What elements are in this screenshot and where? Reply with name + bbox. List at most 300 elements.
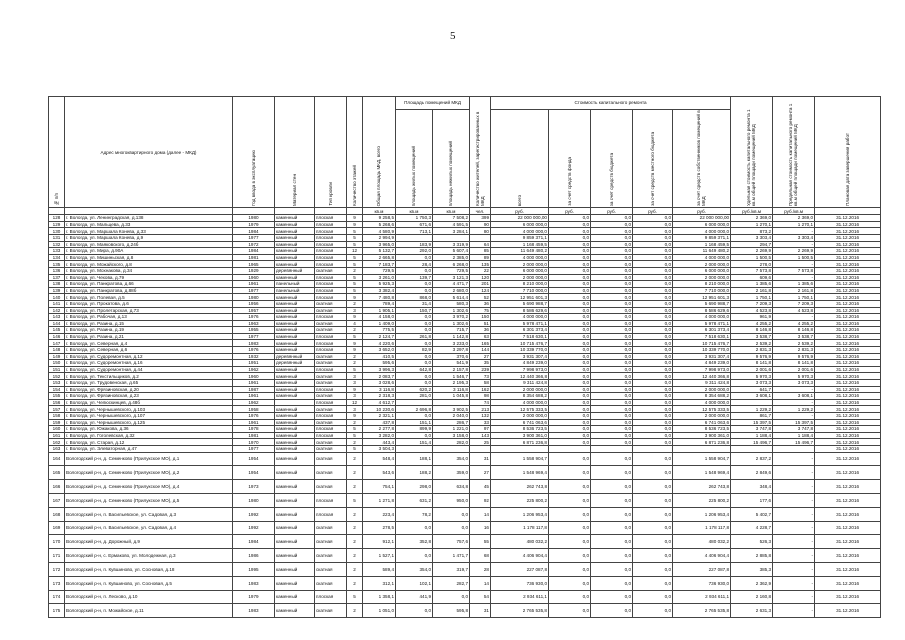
table-cell: 239 [470, 366, 491, 373]
table-cell: 2 321,1 [363, 413, 396, 420]
table-cell: каменный [275, 314, 315, 321]
table-cell: 2 083,7 [363, 373, 396, 380]
table-row [49, 300, 881, 307]
table-cell: г. Вологда, ул. Старая, д.12 [65, 439, 233, 446]
table-cell: 31.12.2016 [815, 215, 881, 222]
table-cell: 31.12.2016 [815, 314, 881, 321]
table-cell: 354,0 [433, 452, 470, 466]
table-cell: 172 [49, 562, 65, 576]
table-cell: 0,0 [396, 360, 433, 367]
table-cell: каменный [275, 248, 315, 255]
table-cell: 294,7 [731, 241, 773, 248]
table-cell: 0,0 [591, 307, 633, 314]
table-row [49, 347, 881, 354]
table-cell: 2 539,2 [731, 340, 773, 347]
table-cell: 3 608,1 [773, 393, 815, 400]
table-cell: 2 765 535,8 [673, 604, 731, 618]
table-cell: 0,0 [591, 327, 633, 334]
table-cell: 0,0 [591, 254, 633, 261]
table-cell: каменный [275, 535, 315, 549]
table-cell: 2 831,3 [731, 347, 773, 354]
table-cell: 3 116,8 [433, 386, 470, 393]
table-cell: 31.12.2016 [815, 419, 881, 426]
table-cell: 3 538,7 [773, 333, 815, 340]
table-cell: 0,0 [633, 241, 673, 248]
table-cell: 9 311 424,8 [491, 380, 549, 387]
table-cell: 0,0 [591, 294, 633, 301]
table-cell: 3 747,8 [773, 426, 815, 433]
table-cell: 0,0 [396, 604, 433, 618]
table-cell: - [773, 241, 815, 248]
table-cell: 0,0 [633, 590, 673, 604]
table-cell: 6 268,0 [433, 261, 470, 268]
table-cell: - [773, 386, 815, 393]
table-cell: 3 747,8 [731, 426, 773, 433]
table-cell: 0,0 [633, 287, 673, 294]
table-cell: каменный [275, 419, 315, 426]
table-cell: 1977 [233, 333, 275, 340]
table-cell: 7 710 000,0 [491, 287, 549, 294]
table-cell: г. Вологда, ул. Судоремонтная, д.16 [65, 360, 233, 367]
table-cell: 31.12.2016 [815, 590, 881, 604]
header-year-label: Год ввода в эксплуатацию [250, 150, 256, 206]
table-cell: 166 [49, 480, 65, 494]
table-cell: 2 269,9 [731, 248, 773, 255]
table-cell: г. Вологда, ул. Фрязиновская, д.23 [65, 393, 233, 400]
table-cell: 0,0 [549, 562, 591, 576]
table-cell: 0,0 [591, 248, 633, 255]
table-cell: 31.12.2016 [815, 406, 881, 413]
table-cell: 3 538,7 [731, 333, 773, 340]
table-cell: 169 [49, 521, 65, 535]
table-cell: 9 [347, 221, 363, 228]
table-cell: 31.12.2016 [815, 521, 881, 535]
table-cell: 28 [470, 562, 491, 576]
table-row [49, 535, 881, 549]
table-cell: 132 [470, 413, 491, 420]
table-cell: 0,0 [591, 340, 633, 347]
table-cell: каменный [275, 380, 315, 387]
table-cell [549, 445, 591, 452]
table-cell: 0,0 [591, 399, 633, 406]
table-cell: 1961 [233, 281, 275, 288]
table-cell: каменный [275, 393, 315, 400]
table-cell: 1956 [233, 300, 275, 307]
table-cell: каменный [275, 445, 315, 452]
table-cell: 0,0 [591, 386, 633, 393]
table-cell: 31.12.2016 [815, 466, 881, 480]
table-cell: 31.12.2016 [815, 366, 881, 373]
table-cell: скатная [315, 562, 347, 576]
table-cell: 31.12.2016 [815, 432, 881, 439]
table-cell: 0,0 [591, 507, 633, 521]
table-cell: 78,2 [396, 507, 433, 521]
table-cell: 7 710 000,0 [673, 287, 731, 294]
table-cell: 6 000 000,0 [673, 221, 731, 228]
table-cell: 1 270,1 [773, 221, 815, 228]
table-cell: 2 [347, 419, 363, 426]
table-cell: 9 311 424,8 [673, 380, 731, 387]
table-cell: 0,0 [591, 274, 633, 281]
table-cell: 3 965,0 [363, 241, 396, 248]
table-cell: 437,8 [363, 419, 396, 426]
table-cell: 10 715 476,7 [491, 340, 549, 347]
table-cell: 6 000 000,0 [673, 267, 731, 274]
table-cell: 0,0 [549, 432, 591, 439]
table-cell: 2 369,0 [731, 215, 773, 222]
table-cell: 0,0 [591, 590, 633, 604]
table-cell: 1 750,1 [773, 294, 815, 301]
table-cell: 1 270,1 [731, 221, 773, 228]
table-cell [470, 445, 491, 452]
table-cell [633, 445, 673, 452]
table-cell: 1977 [233, 234, 275, 241]
table-cell: - [773, 466, 815, 480]
table-cell: 2 [347, 267, 363, 274]
table-row [49, 562, 881, 576]
table-cell: каменный [275, 221, 315, 228]
table-cell: плоская [315, 432, 347, 439]
table-cell: 4 000 000,0 [673, 254, 731, 261]
table-cell: 82,9 [396, 347, 433, 354]
table-cell: 31.12.2016 [815, 307, 881, 314]
unit-cell: кв.м [363, 208, 396, 215]
table-cell: 144 [49, 320, 65, 327]
table-cell: 0,0 [633, 281, 673, 288]
table-cell: 225 800,2 [491, 493, 549, 507]
table-cell: 0,0 [549, 287, 591, 294]
table-cell: 2 [347, 507, 363, 521]
table-cell: каменный [275, 480, 315, 494]
table-cell: 1 178 117,8 [673, 521, 731, 535]
header-max-cost [773, 97, 815, 208]
table-cell: плоская [315, 294, 347, 301]
table-cell: 223,4 [363, 507, 396, 521]
table-row [49, 281, 881, 288]
table-cell: 0,0 [633, 215, 673, 222]
table-cell: деревянный [275, 267, 315, 274]
table-cell: 12 951 601,3 [673, 294, 731, 301]
table-cell: Вологодский р-н, п. Кувшиново, ул. Сосновая, д.18 [65, 562, 233, 576]
table-cell: 171 [49, 549, 65, 563]
table-cell: 0,0 [633, 452, 673, 466]
table-cell: 0,0 [633, 426, 673, 433]
table-cell: - [773, 413, 815, 420]
table-cell: 0,0 [633, 406, 673, 413]
header-cost-fund-label: за счет средств фонда [566, 157, 572, 206]
table-cell: 736 930,0 [673, 576, 731, 590]
table-cell: 1978 [233, 426, 275, 433]
header-group-area [396, 97, 470, 110]
table-cell: 7 998 973,0 [491, 366, 549, 373]
table-row [49, 294, 881, 301]
table-cell: 3 608,1 [731, 393, 773, 400]
table-cell: 2 269,9 [773, 248, 815, 255]
table-cell: - [773, 493, 815, 507]
table-cell: 4 228,7 [731, 521, 773, 535]
table-cell: панельный [275, 287, 315, 294]
table-cell: 0,0 [549, 386, 591, 393]
table-cell: 3 [347, 373, 363, 380]
table-row [49, 452, 881, 466]
table-cell: 0,0 [633, 393, 673, 400]
table-cell: 15 397,5 [773, 419, 815, 426]
unit-cell-empty [347, 208, 363, 215]
table-cell: г. Вологда, ул. Элеваторная, д.47 [65, 445, 233, 452]
table-cell: 31.12.2016 [815, 353, 881, 360]
table-cell: 0,0 [549, 221, 591, 228]
table-cell: 130 [49, 228, 65, 235]
table-cell: 0,0 [396, 413, 433, 420]
table-cell: 1979 [233, 221, 275, 228]
table-cell: 0,0 [591, 261, 633, 268]
table-cell: 98 [470, 393, 491, 400]
table-cell: 31.12.2016 [815, 340, 881, 347]
table-cell: 0,0 [549, 294, 591, 301]
table-cell: г. Вологда, ул. Мишиньская, д.8 [65, 254, 233, 261]
table-cell: 1976 [233, 314, 275, 321]
table-cell: 7 209,3 [773, 300, 815, 307]
header-cost-local [633, 110, 673, 208]
table-cell: - [773, 480, 815, 494]
table-cell: 2 [347, 353, 363, 360]
table-cell: скатная [315, 576, 347, 590]
table-cell: 0,0 [591, 439, 633, 446]
table-cell: 2 849,6 [731, 466, 773, 480]
table-cell: 4 591,5 [433, 221, 470, 228]
table-cell: 2 [347, 549, 363, 563]
table-cell: скатная [315, 406, 347, 413]
table-cell: 0,0 [633, 333, 673, 340]
table-cell: каменный [275, 439, 315, 446]
table-cell: 0,0 [549, 347, 591, 354]
table-cell: скатная [315, 604, 347, 618]
table-cell: 0,0 [396, 281, 433, 288]
table-cell: Вологодский р-н, п. Васильевское, ул. Садовая, д.3 [65, 507, 233, 521]
table-cell: 135 [470, 261, 491, 268]
table-cell: 128 [49, 215, 65, 222]
table-cell: 0,0 [591, 300, 633, 307]
table-cell: - [773, 274, 815, 281]
table-cell: 0,0 [433, 507, 470, 521]
header-cost-region-label: за счет средств бюджета [608, 152, 614, 206]
table-cell: г. Вологда, ул. Полевая, д.5 [65, 294, 233, 301]
table-cell: скатная [315, 307, 347, 314]
table-cell: 4 000 000,0 [491, 254, 549, 261]
table-cell: - [773, 314, 815, 321]
header-cost-owners-label: за счет средств собственников помещений в МКД [696, 110, 707, 206]
table-row [49, 360, 881, 367]
table-cell: 0,0 [633, 386, 673, 393]
table-cell: 52 [470, 294, 491, 301]
table-cell: 0,0 [633, 466, 673, 480]
table-cell: 8 536 723,5 [673, 426, 731, 433]
table-cell: 1 558 904,7 [673, 452, 731, 466]
table-cell: 2 837,2 [731, 452, 773, 466]
table-cell: 0,0 [591, 535, 633, 549]
table-cell: 213 [470, 406, 491, 413]
table-cell: 156 [49, 399, 65, 406]
table-cell: скатная [315, 535, 347, 549]
table-cell: 0,0 [396, 320, 433, 327]
table-cell: 5 [347, 281, 363, 288]
table-cell: 5 268,6 [363, 221, 396, 228]
table-cell: 6 000 000,0 [491, 267, 549, 274]
table-cell: 1 142,8 [433, 333, 470, 340]
table-cell: плоская [315, 241, 347, 248]
table-cell: 642,8 [396, 366, 433, 373]
table-cell: каменный [275, 493, 315, 507]
table-cell: 1961 [233, 393, 275, 400]
table-cell: 2 369,0 [773, 215, 815, 222]
header-unit-cost-label: Удельная стоимость капитального ремонта 1 кв.м общей площади помещений МКД [746, 109, 757, 206]
table-cell: плоская [315, 215, 347, 222]
table-cell: 5 [347, 228, 363, 235]
table-cell: 2 665,8 [363, 254, 396, 261]
table-cell: 1992 [233, 507, 275, 521]
table-cell: 5 132,7 [363, 248, 396, 255]
table-cell: г. Вологда, ул. Ленинградская, д.138 [65, 215, 233, 222]
table-row [49, 393, 881, 400]
table-cell: 713,1 [396, 228, 433, 235]
table-cell: 899,9 [396, 426, 433, 433]
table-cell: 2 831,3 [773, 347, 815, 354]
table-cell: 0,0 [549, 373, 591, 380]
table-cell: скатная [315, 393, 347, 400]
table-cell: 0,0 [396, 314, 433, 321]
table-cell: каменный [275, 228, 315, 235]
table-cell: 31.12.2016 [815, 333, 881, 340]
table-cell: 201 [470, 281, 491, 288]
table-row [49, 340, 881, 347]
unit-cell-empty [315, 208, 347, 215]
table-cell: 143 [49, 314, 65, 321]
table-cell: - [773, 535, 815, 549]
table-cell: 7 518 630,1 [491, 333, 549, 340]
table-cell: 2 385,0 [433, 254, 470, 261]
table-cell: 4 471,7 [433, 281, 470, 288]
header-floors-label: Количество этажей [351, 165, 357, 206]
table-cell: 589,4 [363, 562, 396, 576]
table-cell: г. Вологда, ул. Чернышевского, д.103 [65, 406, 233, 413]
table-cell: 4 255,2 [731, 320, 773, 327]
table-cell: 0,0 [633, 419, 673, 426]
table-cell: 0,0 [633, 576, 673, 590]
table-cell: 0,0 [591, 480, 633, 494]
table-cell: 6 301 373,4 [673, 327, 731, 334]
table-cell: 9 859 371,1 [673, 234, 731, 241]
table-cell: 3 504,3 [363, 445, 396, 452]
table-cell: 144 [470, 347, 491, 354]
table-cell: скатная [315, 353, 347, 360]
table-cell: г. Вологда, ул. Маршала Конева, д.33 [65, 228, 233, 235]
table-cell: 31.12.2016 [815, 287, 881, 294]
table-cell: - [773, 507, 815, 521]
unit-cell-empty [275, 208, 315, 215]
table-cell: 0,0 [549, 426, 591, 433]
table-cell: 1980 [233, 294, 275, 301]
table-row [49, 234, 881, 241]
table-cell: 0,0 [433, 590, 470, 604]
table-cell: г. Вологда, ул. Фрязиновская, д.20 [65, 386, 233, 393]
header-cost-owners [673, 110, 731, 208]
table-cell: 142 [49, 307, 65, 314]
table-cell: 0,0 [633, 604, 673, 618]
table-cell: 22 000 000,00 [491, 215, 549, 222]
table-cell: 31.12.2016 [815, 248, 881, 255]
table-cell: плоская [315, 274, 347, 281]
table-row [49, 399, 881, 406]
table-cell: 861,7 [731, 413, 773, 420]
table-cell: 31,4 [396, 300, 433, 307]
table-cell: 1980 [233, 215, 275, 222]
table-cell: скатная [315, 521, 347, 535]
table-cell: плоская [315, 340, 347, 347]
table-cell: 15 496,7 [731, 439, 773, 446]
table-row [49, 432, 881, 439]
table-cell: 161 [49, 432, 65, 439]
table-cell: 0,0 [549, 307, 591, 314]
table-cell: 0,0 [591, 228, 633, 235]
table-cell: г. Вологда, ул. Мальцева, д.33 [65, 221, 233, 228]
table-cell: 1977 [233, 287, 275, 294]
header-area-residential-label: площадь жилых помещений [411, 145, 417, 206]
table-cell: 1 358,1 [363, 590, 396, 604]
table-cell: 2 [347, 535, 363, 549]
table-cell: 3 116,8 [363, 386, 396, 393]
table-cell: 1 229,2 [773, 406, 815, 413]
unit-cell: руб. [491, 208, 549, 215]
table-cell: 0,0 [549, 215, 591, 222]
table-cell: г. Вологда, ул. Гоголевская, д.32 [65, 432, 233, 439]
table-cell: 148 [49, 347, 65, 354]
table-cell: 141 [49, 300, 65, 307]
table-cell: 139 [49, 287, 65, 294]
table-cell: 0,0 [549, 393, 591, 400]
table-cell: 441,9 [396, 590, 433, 604]
table-row [49, 333, 881, 340]
table-cell: плоская [315, 314, 347, 321]
table-cell: 140 [49, 294, 65, 301]
table-cell: 8 210 000,0 [491, 281, 549, 288]
table-cell: 282,7 [433, 576, 470, 590]
table-cell: плоская [315, 507, 347, 521]
table-cell: плоская [315, 399, 347, 406]
table-cell: 2 [347, 562, 363, 576]
table-cell: 2 994,9 [363, 234, 396, 241]
table-cell: г. Вологда, ул. Маршала Конева, д.9 [65, 234, 233, 241]
table-cell: 2 [347, 327, 363, 334]
table-cell: 1 471,7 [433, 549, 470, 563]
table-cell: 2 [347, 300, 363, 307]
table-cell: 2 362,9 [731, 576, 773, 590]
table-cell: 36 [470, 327, 491, 334]
header-cost-region [591, 110, 633, 208]
table-cell: 2 000 000,0 [673, 386, 731, 393]
table-cell: 0,0 [549, 521, 591, 535]
table-cell: 165 [49, 466, 65, 480]
table-cell: 0,0 [549, 419, 591, 426]
table-cell: 1 178 117,8 [491, 521, 549, 535]
table-cell: 31.12.2016 [815, 426, 881, 433]
table-cell: 0,0 [591, 466, 633, 480]
table-cell: 120 [470, 274, 491, 281]
table-cell: 1951 [233, 360, 275, 367]
table-cell: плоская [315, 228, 347, 235]
table-cell: 4 849 239,0 [491, 360, 549, 367]
table-cell: 0,0 [549, 248, 591, 255]
table-row [49, 439, 881, 446]
